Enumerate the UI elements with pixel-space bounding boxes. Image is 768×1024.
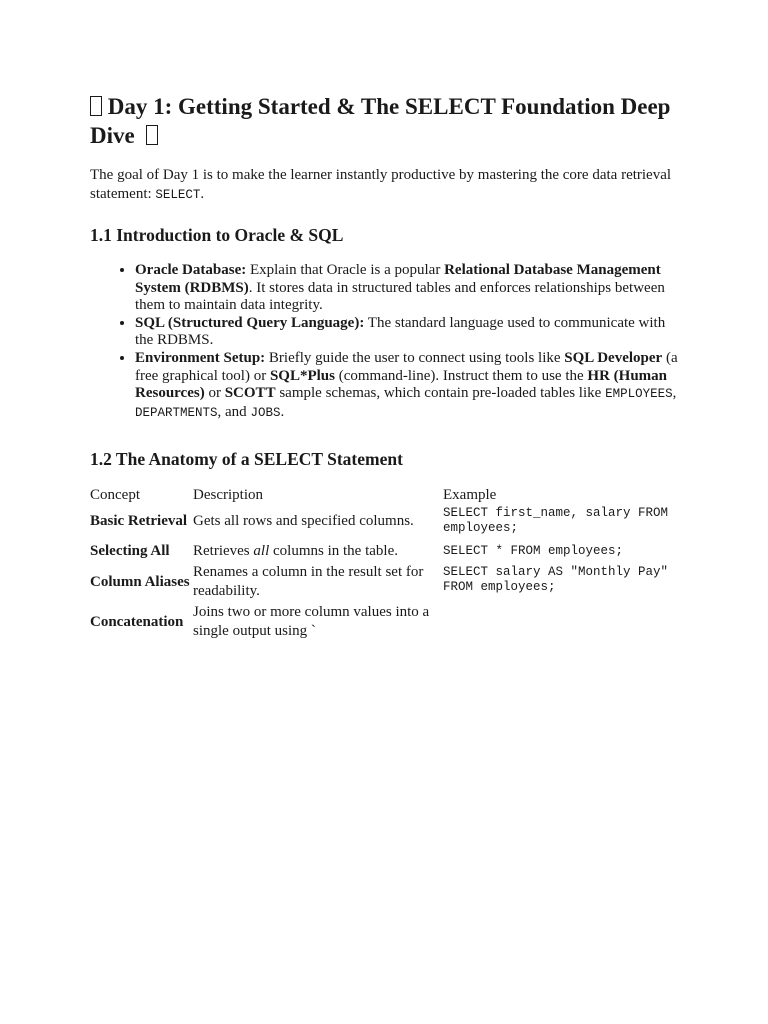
intro-code: SELECT: [155, 188, 201, 202]
bullet-bold-text: HR (Human Resources): [135, 367, 667, 402]
description-emphasis: all: [253, 543, 270, 560]
description-cell: Gets all rows and specified columns.: [193, 512, 414, 529]
bullet-text: sample schemas, which contain pre-loaded tables like: [275, 385, 606, 402]
table-row: [90, 563, 680, 601]
bullet-code: JOBS: [250, 405, 281, 420]
description-cell: [193, 542, 443, 563]
select-anatomy-table: [90, 486, 680, 641]
description-cell: Joins two or more column values into a single output using `: [193, 604, 430, 640]
bullet-text: (a free graphical tool) or: [135, 349, 678, 384]
table-header-row: [90, 486, 680, 505]
bullet-text: , and: [217, 403, 251, 420]
description-text: columns in the table.: [269, 543, 398, 560]
bullet-text: (command-line). Instruct them to use the: [334, 367, 588, 384]
bullet-bold-text: SCOTT: [224, 385, 276, 402]
table-row: [90, 505, 680, 542]
bullet-text: .: [280, 403, 285, 420]
example-cell: [443, 601, 680, 641]
page-title: [90, 92, 678, 150]
example-cell: SELECT salary AS "Monthly Pay" FROM employees;: [443, 565, 669, 595]
bullet-bold-text: SQL*Plus: [269, 367, 335, 384]
intro-bullet-list: [90, 262, 678, 422]
table-row: [90, 542, 680, 563]
intro-end: .: [200, 186, 205, 202]
list-item: [135, 262, 678, 315]
bullet-label: SQL (Structured Query Language):: [135, 314, 365, 331]
bullet-label: Environment Setup:: [135, 349, 266, 366]
missing-glyph-icon: [90, 96, 102, 116]
concept-cell: Column Aliases: [90, 573, 190, 590]
bullet-bold-text: SQL Developer: [564, 349, 663, 366]
section-heading-1-1: 1.1 Introduction to Oracle & SQL: [90, 225, 344, 245]
bullet-text: The standard language used to communicate with the RDBMS.: [135, 314, 666, 349]
page-title-text: Day 1: Getting Started & The SELECT Foundation Deep Dive: [90, 94, 671, 148]
concept-cell: Concatenation: [90, 613, 184, 630]
intro-paragraph: [90, 166, 678, 205]
concept-cell: Basic Retrieval: [90, 512, 188, 529]
column-header-concept: Concept: [90, 487, 140, 504]
description-cell: Renames a column in the result set for readability.: [193, 564, 424, 600]
missing-glyph-icon: [146, 125, 158, 145]
bullet-bold-text: Relational Database Management System (RDBMS): [135, 262, 661, 296]
example-cell: SELECT * FROM employees;: [443, 544, 624, 559]
table-row: [90, 601, 680, 641]
bullet-text: or: [204, 385, 225, 402]
description-text: Retrieves: [193, 543, 254, 560]
bullet-text: . It stores data in structured tables and enforces relationships between them to maintain data integrity.: [135, 279, 665, 314]
bullet-label: Oracle Database:: [135, 262, 247, 278]
section-heading-1-2: 1.2 The Anatomy of a SELECT Statement: [90, 449, 403, 470]
bullet-text: Briefly guide the user to connect using tools like: [265, 349, 565, 366]
example-cell: SELECT first_name, salary FROM employees;: [443, 506, 669, 536]
column-header-example: Example: [443, 487, 497, 504]
list-item: [135, 315, 678, 350]
intro-text: The goal of Day 1 is to make the learner instantly productive by mastering the core data retrieval statement:: [90, 167, 672, 202]
column-header-description: Description: [193, 487, 263, 504]
bullet-code: DEPARTMENTS: [135, 405, 218, 420]
bullet-code: EMPLOYEES: [605, 387, 673, 402]
concept-cell: Selecting All: [90, 543, 170, 560]
list-item: [135, 350, 678, 422]
bullet-text: ,: [672, 385, 677, 402]
bullet-text: Explain that Oracle is a popular: [246, 262, 445, 278]
